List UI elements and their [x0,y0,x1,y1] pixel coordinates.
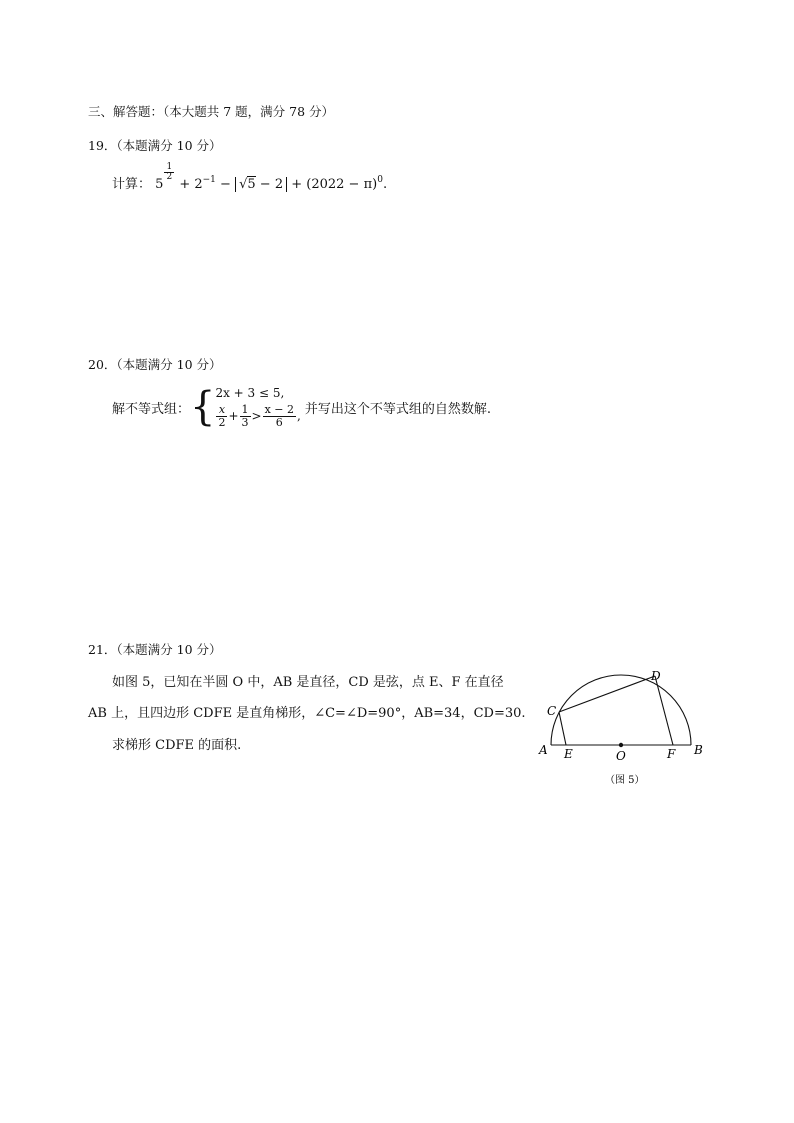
q19-exponent-fraction [164,163,174,182]
q19-exp-num: 1 [166,162,173,172]
q21-line1: 如图 5，已知在半圆 O 中，AB 是直径，CD 是弦，点 E、F 在直径 [112,675,504,690]
q20-frac-a-num: x [216,404,227,417]
q19-absolute-value [235,177,287,192]
q20-label: 解不等式组： [112,401,191,417]
label-o: O [616,749,626,763]
q20-ineq1: 2x + 3 ≤ 5, [215,385,285,400]
q20-frac-a-den: 2 [218,415,226,429]
q20-tail: 并写出这个不等式组的自然数解. [304,401,491,417]
segment-ce [559,712,566,745]
q19-abs-tail: − 2 [255,177,284,192]
q20-frac-b-den: 3 [241,415,249,429]
label-d: D [651,669,661,683]
q20-gt: > [251,408,262,423]
section-heading: 三、解答题：（本大题共 7 题，满分 78 分） [88,104,335,119]
q19-expression [112,162,388,194]
q19-term2-exp: −1 [202,175,216,185]
label-b: B [694,743,703,757]
center-point-o [619,743,623,747]
q20-frac-c-den: 6 [275,415,283,429]
q20-frac-c [263,404,296,429]
figure-5-diagram [530,660,720,790]
q19-term4: + (2022 − π) [291,177,378,192]
q20-system [112,381,491,433]
q20-frac-b [240,404,251,429]
figure-caption: （图 5） [605,775,645,786]
q19-header: 19．（本题满分 10 分） [88,138,222,153]
brace-icon: { [190,384,216,430]
q19-term4-exp: 0 [377,175,383,185]
q19-minus: − [220,177,231,192]
q19-radicand: 5 [247,177,256,192]
q20-frac-c-num: x − 2 [264,402,295,416]
q21-line3: 求梯形 CDFE 的面积. [112,738,242,753]
q19-end: . [382,177,388,192]
q20-header: 20．（本题满分 10 分） [88,357,222,372]
sqrt-icon: √ [239,177,248,192]
label-c: C [547,704,557,718]
label-a: A [539,743,548,757]
q19-exp-den: 2 [166,172,173,182]
q19-term2: + 2 [179,177,203,192]
q21-header: 21．（本题满分 10 分） [88,642,222,657]
q20-frac-a [216,404,227,429]
q20-ineq2 [215,404,300,429]
segment-df [655,676,673,745]
label-e: E [564,747,573,761]
q19-base: 5 [155,177,164,192]
q20-frac-b-num: 1 [241,402,249,416]
q21-line2: AB 上，且四边形 CDFE 是直角梯形，∠C=∠D=90°，AB=34，CD=30. [88,706,526,721]
q19-label: 计算： [112,177,152,192]
q20-comma: , [297,408,301,423]
q20-plus: + [228,408,239,423]
q19-math [155,162,388,192]
label-f: F [667,747,676,761]
q20-inequalities [215,386,300,429]
